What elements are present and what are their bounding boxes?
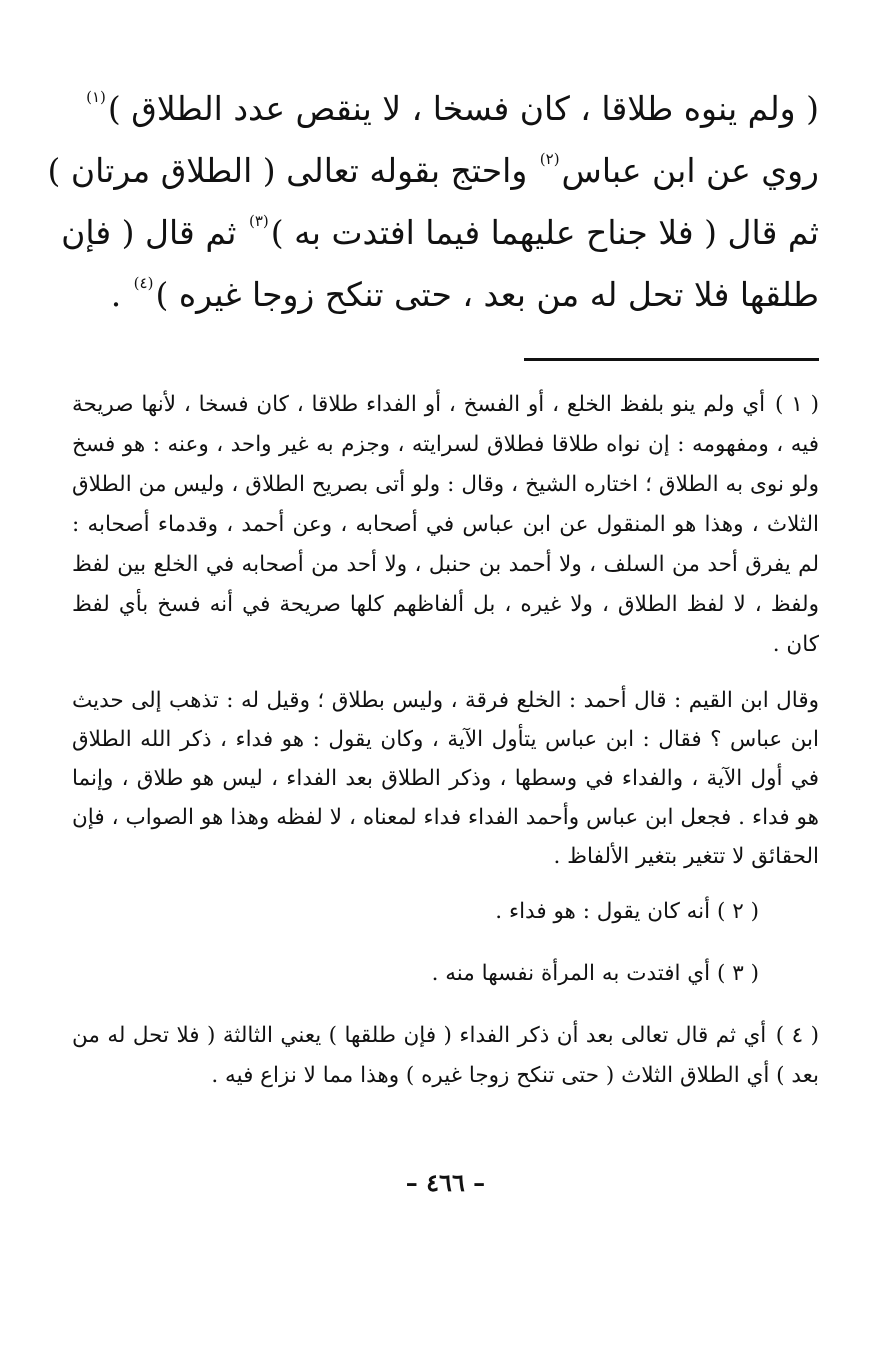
main-line-2-text-a: روي عن ابن عباس: [561, 151, 819, 190]
main-line-3-text-b: ثم قال ( فإن: [61, 213, 247, 252]
footnote-1-text: أي ولم ينو بلفظ الخلع ، أو الفسخ ، أو الفداء طلاقا ، كان فسخا ، لأنها صريحة فيه ، ومفهومه : إن نواه طلاقا فطلاق لسرايته ، وجزم به غير واحد ، وعنه : هو فسخ ولو نوى به الطلاق ؛ اختاره الشيخ ، وقال : ولو أتى بصريح الطلاق ، وليس من الطلاق الثلاث ، وهذا هو المنقول عن ابن عباس في أصحابه ، وعن أحمد ، وقدماء أصحابه : لم يفرق أحد من السلف ، ولا أحمد بن حنبل ، ولا أحد من أصحابه في الخلع بين لفظ ولفظ ، لا لفظ الطلاق ، ولا غيره ، بل ألفاظهم كلها صريحة في أنه فسخ بأي لفظ كان .: [72, 392, 819, 657]
main-line-3-text-a: ثم قال ( فلا جناح عليهما فيما افتدت به ): [270, 213, 819, 252]
footnote-ref-4[interactable]: (٤): [133, 274, 154, 292]
footnote-4-text: أي ثم قال تعالى بعد أن ذكر الفداء ( فإن طلقها ) يعني الثالثة ( فلا تحل له من بعد ) أي الطلاق الثلاث ( حتى تنكح زوجا غيره ) وهذا مما لا نزاع فيه .: [72, 1023, 819, 1088]
main-line-4-text-b: .: [110, 275, 132, 314]
main-line-2: [47, 140, 819, 202]
main-line-1-text: ( ولم ينوه طلاقا ، كان فسخا ، لا ينقص عدد الطلاق ): [107, 89, 819, 128]
footnote-2-number: ( ٢ ): [716, 899, 759, 924]
main-line-2-text-b: واحتج بقوله تعالى ( الطلاق مرتان ): [47, 151, 538, 190]
footnote-4: [72, 1016, 819, 1096]
main-line-3: [61, 202, 819, 264]
footnote-1: [72, 385, 819, 665]
main-line-4-text-a: طلقها فلا تحل له من بعد ، حتى تنكح زوجا غيره ): [155, 275, 819, 314]
footnote-3-text: أي افتدت به المرأة نفسها منه .: [431, 961, 711, 986]
footnote-2: [72, 892, 819, 932]
main-text: [47, 78, 819, 326]
footnote-3: [72, 954, 819, 994]
footnote-2-text: أنه كان يقول : هو فداء .: [495, 899, 711, 924]
footnote-ref-2[interactable]: (٢): [539, 150, 560, 168]
footnote-3-number: ( ٣ ): [716, 961, 759, 986]
footnote-1-paragraph-2: وقال ابن القيم : قال أحمد : الخلع فرقة ، وليس بطلاق ؛ وقيل له : تذهب إلى حديث ابن عباس ؟ فقال : ابن عباس يتأول الآية ، وكان يقول : هو فداء ، ذكر الله الطلاق في أول الآية ، والفداء في وسطها ، وذكر الطلاق بعد الفداء ، ليس هو طلاق ، وإنما هو فداء . فجعل ابن عباس وأحمد الفداء فداء لمعناه ، لا لفظه وهذا هو الصواب ، فإن الحقائق لا تتغير بتغير الألفاظ .: [72, 688, 819, 869]
footnote-4-number: ( ٤ ): [775, 1023, 819, 1048]
footnote-separator: [524, 358, 819, 361]
page-number: – ٤٦٦ –: [405, 1168, 486, 1197]
footnote-ref-1[interactable]: (١): [86, 88, 106, 106]
footnote-1-number: ( ١ ): [774, 392, 819, 417]
main-line-4: [72, 264, 819, 326]
footnote-ref-3[interactable]: (٣): [248, 212, 269, 230]
main-line-1: [72, 78, 819, 140]
